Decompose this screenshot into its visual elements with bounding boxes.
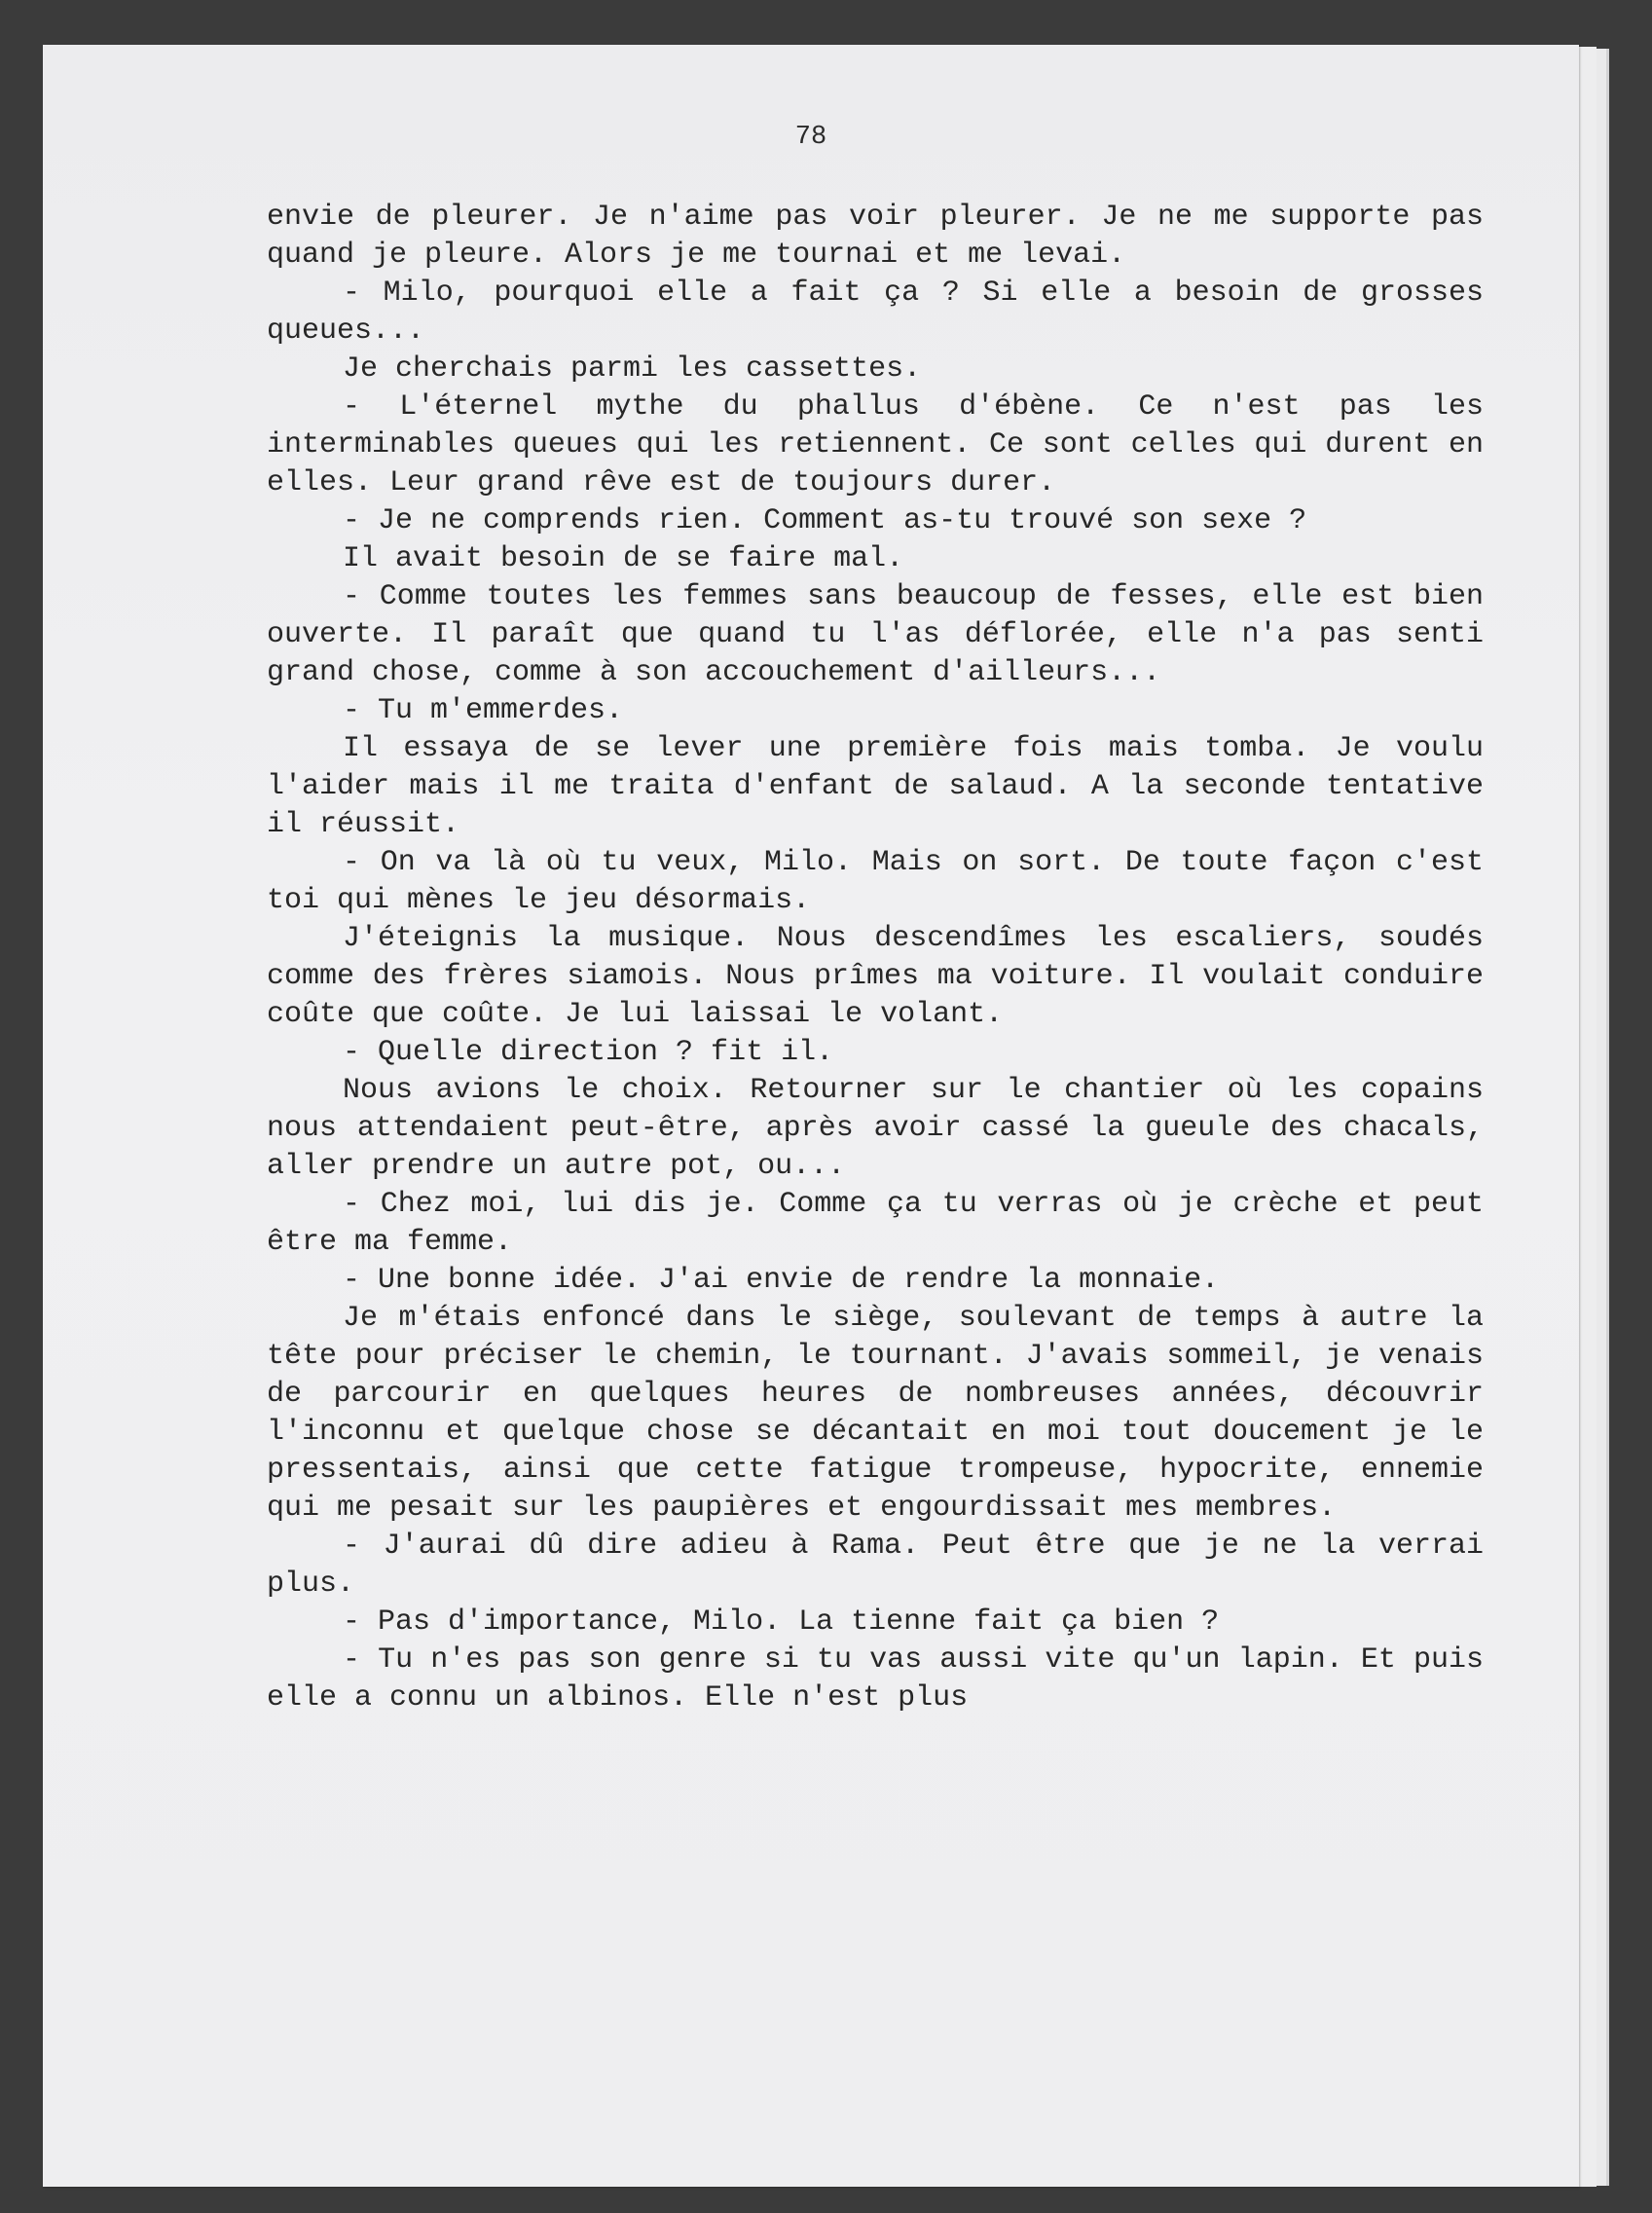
paragraph: - Chez moi, lui dis je. Comme ça tu verras où je crèche et peut être ma femme. [267,1188,1484,1259]
paragraph: J'éteignis la musique. Nous descendîmes les escaliers, soudés comme des frères siamois. Nous prîmes ma voiture. Il voulait conduire coûte que coûte. Je lui laissai le volant. [267,922,1484,1031]
paragraph: Il avait besoin de se faire mal. [343,542,904,575]
page-body [267,199,1484,1717]
paragraph: - On va là où tu veux, Milo. Mais on sort. De toute façon c'est toi qui mènes le jeu désormais. [267,846,1484,917]
paragraph: - J'aurai dû dire adieu à Rama. Peut être que je ne la verrai plus. [267,1530,1484,1601]
paragraph: - Comme toutes les femmes sans beaucoup de fesses, elle est bien ouverte. Il paraît que quand tu l'as déflorée, elle n'a pas senti grand chose, comme à son accouchement d'ailleurs... [267,580,1484,689]
paragraph: Je cherchais parmi les cassettes. [343,352,922,386]
paragraph: Il essaya de se lever une première fois mais tomba. Je voulu l'aider mais il me traita d'enfant de salaud. A la seconde tentative il réussit. [267,732,1484,841]
paragraph: - Tu m'emmerdes. [343,694,624,727]
page-number: 78 [794,123,827,152]
paragraph: - Milo, pourquoi elle a fait ça ? Si elle a besoin de grosses queues... [267,277,1484,348]
paragraph: - L'éternel mythe du phallus d'ébène. Ce n'est pas les interminables queues qui les retiennent. Ce sont celles qui durent en elles. Leur grand rêve est de toujours durer. [267,390,1484,499]
paragraph: envie de pleurer. Je n'aime pas voir pleurer. Je ne me supporte pas quand je pleure. Alors je me tournai et me levai. [267,201,1484,272]
paragraph: - Je ne comprends rien. Comment as-tu trouvé son sexe ? [343,504,1307,537]
paragraph: - Une bonne idée. J'ai envie de rendre la monnaie. [343,1264,1220,1297]
typed-page [43,45,1579,2187]
paragraph: Je m'étais enfoncé dans le siège, soulevant de temps à autre la tête pour préciser le chemin, le tournant. J'avais sommeil, je venais de parcourir en quelques heures de nombreuses années, découvrir l'inconnu et quelque chose se décantait en moi tout doucement je le pressentais, ainsi que cette fatigue trompeuse, hypocrite, ennemie qui me pesait sur les paupières et engourdissait mes membres. [267,1302,1484,1525]
paragraph: - Quelle direction ? fit il. [343,1036,834,1069]
paragraph: Nous avions le choix. Retourner sur le chantier où les copains nous attendaient peut-être, après avoir cassé la gueule des chacals, aller prendre un autre pot, ou... [267,1074,1484,1183]
paragraph: - Pas d'importance, Milo. La tienne fait ça bien ? [343,1605,1220,1639]
paragraph: - Tu n'es pas son genre si tu vas aussi vite qu'un lapin. Et puis elle a connu un albinos. Elle n'est plus [267,1643,1484,1715]
